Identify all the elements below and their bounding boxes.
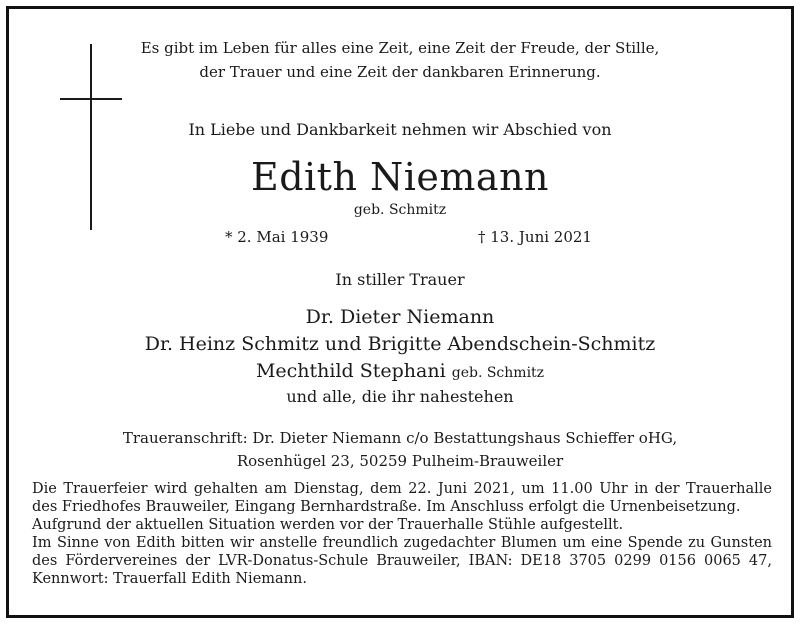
address-line-1: Traueranschrift: Dr. Dieter Niemann c/o Bestattungshaus Schieffer oHG, <box>122 429 678 447</box>
mourning-heading: In stiller Trauer <box>335 270 465 289</box>
deceased-maiden-name: geb. Schmitz <box>353 202 447 218</box>
mourner-others: und alle, die ihr nahestehen <box>286 387 514 406</box>
address-line-2: Rosenhügel 23, 50259 Pulheim-Brauweiler <box>236 452 564 470</box>
funeral-notice: Die Trauerfeier wird gehalten am Dienstag, dem 22. Juni 2021, um 11.00 Uhr in der Trauerhalle des Friedhofes Brauweiler, Eingang Bernhardstraße. Im Anschluss erfolgt die Urnenbeisetzung. <box>32 481 772 515</box>
farewell-intro: In Liebe und Dankbarkeit nehmen wir Abschied von <box>188 120 612 139</box>
seating-notice: Aufgrund der aktuellen Situation werden vor der Trauerhalle Stühle aufgestellt. <box>32 517 624 533</box>
poem-line-1: Es gibt im Leben für alles eine Zeit, eine Zeit der Freude, der Stille, <box>140 39 660 57</box>
birth-date: * 2. Mai 1939 <box>225 228 329 246</box>
poem-line-2: der Trauer und eine Zeit der dankbaren Erinnerung. <box>199 63 601 81</box>
notice-block <box>32 480 772 588</box>
cross-horizontal-bar <box>60 98 122 100</box>
mourner-3-name: Mechthild Stephani <box>255 360 446 382</box>
mourner-3-maiden-name: geb. Schmitz <box>451 365 545 381</box>
mourner-3 <box>0 357 800 387</box>
death-date: † 13. Juni 2021 <box>478 228 592 246</box>
mourner-1: Dr. Dieter Niemann <box>305 306 495 328</box>
deceased-name: Edith Niemann <box>250 155 550 199</box>
mourner-2: Dr. Heinz Schmitz und Brigitte Abendschein-Schmitz <box>144 333 656 355</box>
donation-notice: Im Sinne von Edith bitten wir anstelle freundlich zugedachter Blumen um eine Spende zu Gunsten des Fördervereines der LVR-Donatus-Schule Brauweiler, IBAN: DE18 3705 0299 0156 0065 47, Kennwort: Trauerfall Edith Niemann. <box>32 535 772 587</box>
